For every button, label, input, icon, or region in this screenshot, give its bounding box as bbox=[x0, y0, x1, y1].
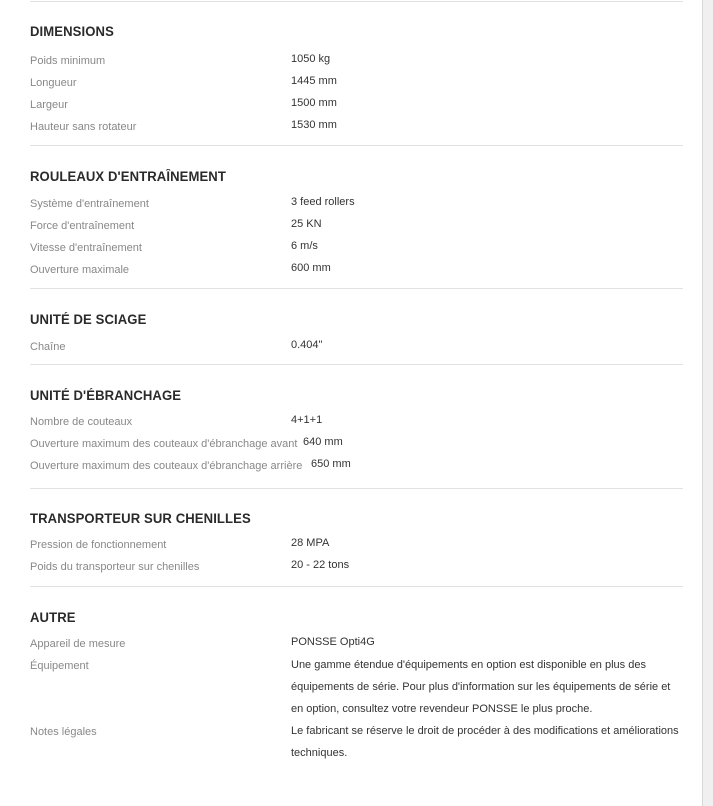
spec-value: 28 MPA bbox=[291, 537, 330, 549]
spec-label: Système d'entraînement bbox=[30, 198, 149, 210]
spec-label: Appareil de mesure bbox=[30, 638, 126, 650]
spec-label: Chaîne bbox=[30, 341, 66, 353]
spec-label: Nombre de couteaux bbox=[30, 416, 133, 428]
spec-row bbox=[30, 460, 683, 482]
spec-row bbox=[30, 99, 683, 121]
spec-value: 1050 kg bbox=[291, 53, 331, 65]
spec-label: Équipement bbox=[30, 660, 89, 672]
spec-row bbox=[30, 660, 683, 726]
spec-label: Vitesse d'entraînement bbox=[30, 242, 142, 254]
section-dimensions bbox=[30, 2, 683, 143]
section-title: UNITÉ D'ÉBRANCHAGE bbox=[30, 388, 182, 403]
window-frame-right bbox=[702, 0, 713, 806]
spec-value: 1500 mm bbox=[291, 97, 337, 109]
section-title: ROULEAUX D'ENTRAÎNEMENT bbox=[30, 169, 226, 184]
spec-value: 20 - 22 tons bbox=[291, 559, 350, 571]
spec-row bbox=[30, 416, 683, 438]
spec-row bbox=[30, 77, 683, 99]
spec-label: Ouverture maximum des couteaux d'ébranchage avant bbox=[30, 438, 298, 450]
section-feed-rollers bbox=[30, 146, 683, 286]
spec-value: 25 KN bbox=[291, 218, 322, 230]
spec-label: Hauteur sans rotateur bbox=[30, 121, 137, 133]
spec-row bbox=[30, 561, 683, 583]
spec-value: 1445 mm bbox=[291, 75, 337, 87]
spec-value: 1530 mm bbox=[291, 119, 337, 131]
spec-label: Ouverture maximum des couteaux d'ébranchage arrière bbox=[30, 460, 303, 472]
spec-row bbox=[30, 438, 683, 460]
spec-label: Notes légales bbox=[30, 726, 97, 738]
section-title: AUTRE bbox=[30, 610, 76, 625]
section-saw-unit bbox=[30, 289, 683, 363]
spec-row bbox=[30, 198, 683, 220]
spec-value: 0.404" bbox=[291, 339, 323, 351]
spec-label: Poids minimum bbox=[30, 55, 106, 67]
spec-label: Pression de fonctionnement bbox=[30, 539, 167, 551]
spec-label: Largeur bbox=[30, 99, 68, 111]
spec-row bbox=[30, 121, 683, 143]
section-title: UNITÉ DE SCIAGE bbox=[30, 312, 147, 327]
spec-label: Poids du transporteur sur chenilles bbox=[30, 561, 200, 573]
spec-value: PONSSE Opti4G bbox=[291, 636, 375, 648]
spec-table bbox=[30, 0, 683, 770]
spec-value: 3 feed rollers bbox=[291, 196, 355, 208]
spec-value: 640 mm bbox=[303, 436, 343, 448]
spec-row bbox=[30, 55, 683, 77]
spec-value: 650 mm bbox=[311, 458, 351, 470]
spec-row bbox=[30, 264, 683, 286]
spec-value: Une gamme étendue d'équipements en option est disponible en plus des équipements de série. Pour plus d'information sur les équipements de série et en option, consultez votre revendeur PONSSE le plus proche. bbox=[291, 659, 671, 715]
section-title: TRANSPORTEUR SUR CHENILLES bbox=[30, 511, 251, 526]
spec-row bbox=[30, 726, 683, 770]
spec-label: Force d'entraînement bbox=[30, 220, 135, 232]
spec-row bbox=[30, 220, 683, 242]
spec-value: 6 m/s bbox=[291, 240, 318, 252]
spec-label: Longueur bbox=[30, 77, 77, 89]
spec-row bbox=[30, 242, 683, 264]
spec-value: Le fabricant se réserve le droit de procéder à des modifications et améliorations techniques. bbox=[291, 725, 679, 759]
spec-value: 4+1+1 bbox=[291, 414, 323, 426]
spec-label: Ouverture maximale bbox=[30, 264, 130, 276]
spec-row bbox=[30, 341, 683, 363]
section-title: DIMENSIONS bbox=[30, 24, 114, 39]
spec-row bbox=[30, 539, 683, 561]
section-other bbox=[30, 587, 683, 770]
section-track-carrier bbox=[30, 489, 683, 583]
spec-value: 600 mm bbox=[291, 262, 331, 274]
section-delimbing-unit bbox=[30, 365, 683, 482]
